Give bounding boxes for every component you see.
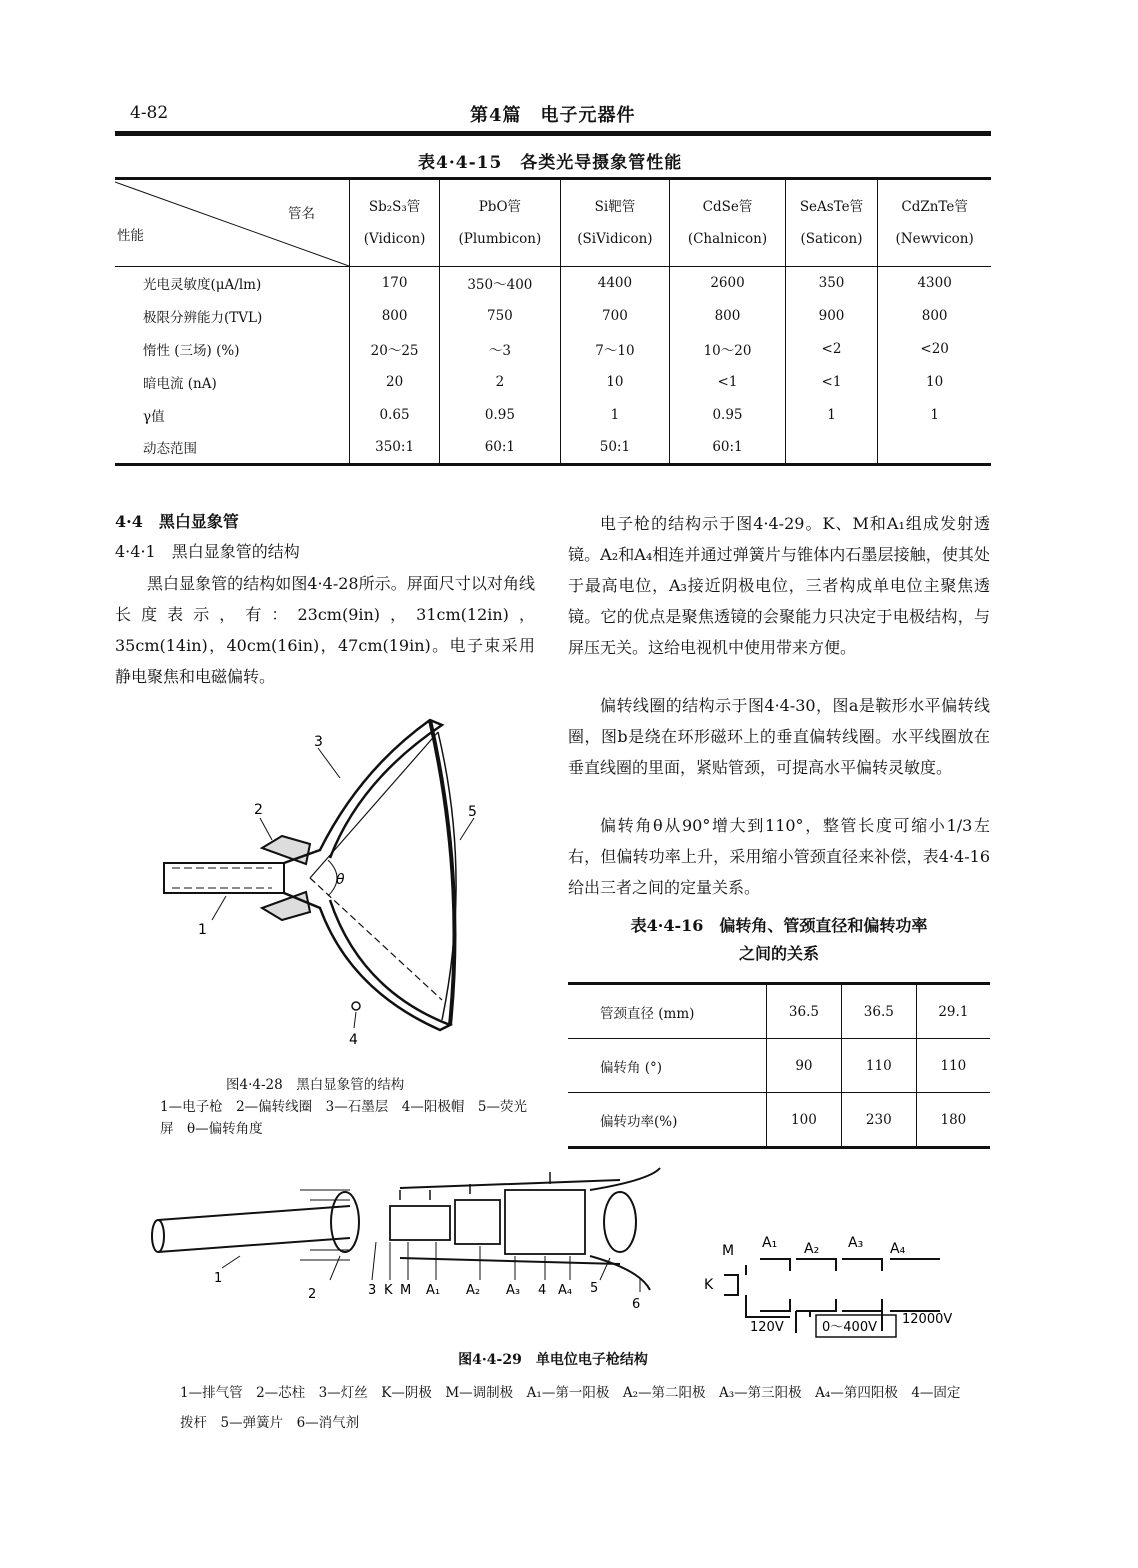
fig29-label-K: K bbox=[384, 1283, 393, 1298]
body-paragraph: 偏转线圈的结构示于图4·4-30，图a是鞍形水平偏转线圈，图b是绕在环形磁环上的垂直偏转线圈。水平线圈放在垂直线圈的里面，紧贴管颈，可提高水平偏转灵敏度。 bbox=[568, 696, 990, 777]
table-row: 极限分辨能力(TVL) 800 750 700 800 900 800 bbox=[115, 300, 991, 333]
column-header: Sb₂S₃管 (Vidicon) bbox=[350, 179, 440, 267]
fig29-label-4: 4 bbox=[538, 1283, 547, 1298]
fig28-label-4: 4 bbox=[349, 1032, 358, 1048]
fig29-label-3: 3 bbox=[368, 1283, 377, 1298]
figure-29-gun-diagram bbox=[150, 1160, 670, 1320]
fig28-label-2: 2 bbox=[254, 802, 263, 818]
table-15 bbox=[115, 177, 991, 466]
fig29-label-1: 1 bbox=[214, 1271, 223, 1286]
schem-label-K: K bbox=[704, 1277, 714, 1293]
schem-label-M: M bbox=[722, 1243, 735, 1259]
fig28-label-theta: θ bbox=[336, 872, 345, 888]
table-row: 偏转功率(%) 100 230 180 bbox=[568, 1093, 990, 1148]
table-15-corner bbox=[115, 179, 350, 267]
table-16-title: 表4·4-16 偏转角、管颈直径和偏转功率 之间的关系 bbox=[630, 916, 928, 963]
figure-29-legend: 1—排气管 2—芯柱 3—灯丝 K—阴极 M—调制极 A₁—第一阳极 A₂—第二阳极 A₃—第三阳极 A₄—第四阳极 4—固定拨杆 5—弹簧片 6—消气剂 bbox=[180, 1385, 961, 1431]
figure-28-legend: 1—电子枪 2—偏转线圈 3—石墨层 4—阳极帽 5—荧光屏 θ—偏转角度 bbox=[160, 1099, 527, 1137]
schem-label-A4: A₄ bbox=[890, 1241, 906, 1257]
page-number: 4-82 bbox=[130, 103, 169, 123]
table-row: 偏转角 (°) 90 110 110 bbox=[568, 1039, 990, 1093]
table-15-title: 表4·4-15 各类光导摄象管性能 bbox=[418, 153, 683, 173]
schem-voltage-120: 120V bbox=[750, 1320, 784, 1335]
table-row: 管颈直径 (mm) 36.5 36.5 29.1 bbox=[568, 984, 990, 1039]
fig29-label-A2: A₂ bbox=[466, 1283, 481, 1298]
schem-label-A2: A₂ bbox=[804, 1241, 820, 1257]
fig28-label-3: 3 bbox=[314, 734, 323, 750]
figure-29-title: 图4·4-29 单电位电子枪结构 bbox=[458, 1352, 648, 1368]
fig28-label-5: 5 bbox=[468, 804, 477, 820]
figure-28-title: 图4·4-28 黑白显象管的结构 bbox=[226, 1077, 405, 1093]
schem-label-A3: A₃ bbox=[848, 1235, 864, 1251]
table-16 bbox=[568, 982, 990, 1149]
header-rule bbox=[115, 131, 991, 136]
fig29-label-M: M bbox=[400, 1283, 412, 1298]
column-header: Si靶管 (SiVidicon) bbox=[560, 179, 670, 267]
schem-voltage-0-400: 0～400V bbox=[822, 1320, 877, 1335]
column-header: CdZnTe管 (Newvicon) bbox=[878, 179, 991, 267]
fig29-label-A3: A₃ bbox=[506, 1283, 521, 1298]
table-row: 惰性 (三场) (%) 20～25 ～3 7～10 10～20 <2 <20 bbox=[115, 333, 991, 366]
fig29-label-5: 5 bbox=[590, 1281, 599, 1296]
figure-29-schematic bbox=[700, 1225, 990, 1345]
schem-label-A1: A₁ bbox=[762, 1235, 778, 1251]
subsection-heading: 4·4·1 黑白显象管的结构 bbox=[115, 542, 300, 561]
table-row: γ值 0.65 0.95 1 0.95 1 1 bbox=[115, 399, 991, 432]
column-header: PbO管 (Plumbicon) bbox=[440, 179, 560, 267]
fig29-label-2: 2 bbox=[308, 1287, 317, 1302]
body-paragraph: 偏转角θ从90°增大到110°，整管长度可缩小1/3左右，但偏转功率上升，采用缩小管颈直径来补偿，表4·4-16给出三者之间的定量关系。 bbox=[568, 816, 990, 897]
column-header: CdSe管 (Chalnicon) bbox=[670, 179, 785, 267]
figure-28-tube-diagram bbox=[150, 700, 480, 1060]
schem-voltage-12000: 12000V bbox=[902, 1312, 953, 1327]
body-paragraph: 电子枪的结构示于图4·4-29。K、M和A₁组成发射透镜。A₂和A₄相连并通过弹簧片与锥体内石墨层接触，使其处于最高电位，A₃接近阴极电位，三者构成单电位主聚焦透镜。它的优点是聚焦透镜的会聚能力只决定于电极结构，与屏压无关。这给电视机中使用带来方便。 bbox=[568, 514, 990, 657]
fig29-label-A1: A₁ bbox=[426, 1283, 441, 1298]
chapter-title: 第4篇 电子元器件 bbox=[470, 105, 636, 126]
figure-28-caption bbox=[160, 1074, 540, 1140]
fig29-label-A4: A₄ bbox=[558, 1283, 573, 1298]
fig28-label-1: 1 bbox=[198, 922, 207, 938]
table-row: 动态范围 350:1 60:1 50:1 60:1 bbox=[115, 432, 991, 465]
column-header: SeAsTe管 (Saticon) bbox=[785, 179, 878, 267]
table-row: 暗电流 (nA) 20 2 10 <1 <1 10 bbox=[115, 366, 991, 399]
table-row: 光电灵敏度(μA/lm) 170 350～400 4400 2600 350 4300 bbox=[115, 267, 991, 300]
body-paragraph: 黑白显象管的结构如图4·4-28所示。屏面尺寸以对角线长度表示，有：23cm(9in)，31cm(12in)，35cm(14in)，40cm(16in)，47cm(19in)。电子束采用静电聚焦和电磁偏转。 bbox=[115, 574, 535, 686]
corner-header-tube: 管名 bbox=[288, 206, 315, 222]
fig29-label-6: 6 bbox=[632, 1297, 641, 1312]
section-heading: 4·4 黑白显象管 bbox=[115, 512, 239, 531]
corner-header-perf: 性能 bbox=[117, 228, 144, 244]
